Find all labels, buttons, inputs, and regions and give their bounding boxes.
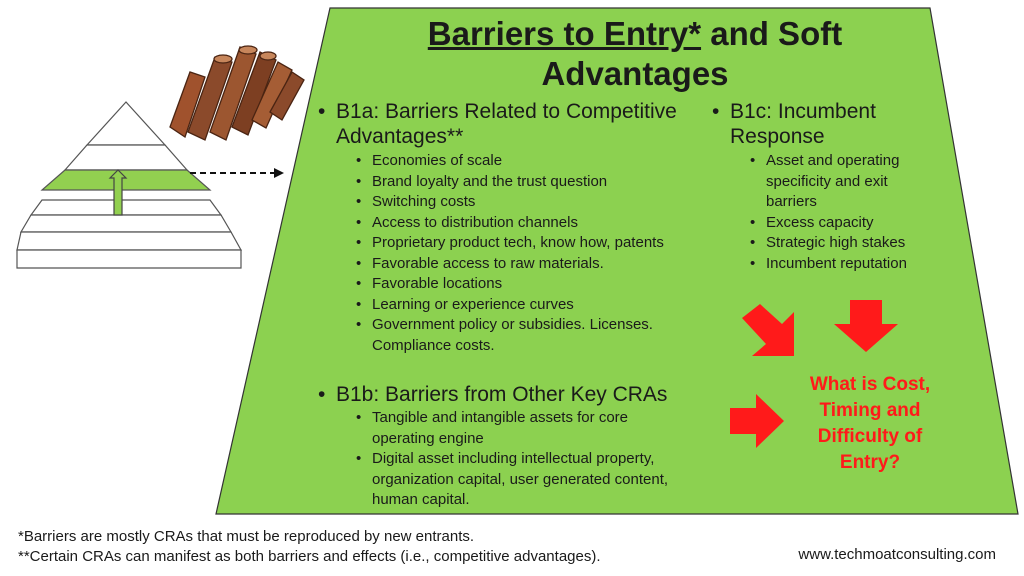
wood-logs-icon: [160, 32, 310, 152]
list-item: • Asset and operating specificity and exit barriers: [750, 151, 925, 213]
b1c-section: [712, 99, 932, 274]
page-title: Barriers to Entry* and Soft Advantages: [427, 15, 843, 92]
list-item: • Government policy or subsidies. Licenses. Compliance costs.: [356, 315, 707, 356]
list-item: • Brand loyalty and the trust question: [356, 172, 706, 193]
list-item: • Incumbent reputation: [750, 254, 925, 275]
list-item: • Access to distribution channels: [356, 213, 706, 234]
b1b-section: [318, 382, 718, 511]
list-item: • Economies of scale: [356, 151, 706, 172]
list-item: • Tangible and intangible assets for core operating engine: [356, 408, 672, 449]
list-item: • Learning or experience curves: [356, 295, 706, 316]
list-item: • Proprietary product tech, know how, patents: [356, 233, 706, 254]
list-item: • Strategic high stakes: [750, 233, 925, 254]
b1a-section: [318, 99, 718, 356]
list-item: • Switching costs: [356, 192, 706, 213]
red-arrow-icon: [832, 298, 902, 356]
list-item: • Favorable access to raw materials.: [356, 254, 706, 275]
b1c-list: [750, 151, 925, 274]
b1a-list: [356, 151, 706, 356]
callout-question: What is Cost, Timing and Difficulty of Entry?: [809, 374, 931, 473]
b1b-list: [356, 408, 686, 511]
red-arrow-icon: [728, 392, 788, 450]
website-link[interactable]: www.techmoatconsulting.com: [798, 546, 996, 563]
dashed-arrow-icon: [188, 165, 288, 181]
footnote-2: **Certain CRAs can manifest as both barriers and effects (i.e., competitive advantages).: [18, 548, 601, 565]
b1a-heading: • B1a: Barriers Related to Competitive Advantages**: [318, 100, 677, 148]
red-arrow-icon: [738, 300, 808, 362]
b1b-heading: • B1b: Barriers from Other Key CRAs: [318, 383, 668, 406]
b1c-heading: • B1c: Incumbent Response: [712, 100, 876, 148]
list-item: • Digital asset including intellectual property, organization capital, user generated content, human capital.: [356, 449, 686, 511]
list-item: • Excess capacity: [750, 213, 925, 234]
list-item: • Favorable locations: [356, 274, 706, 295]
footnote-1: *Barriers are mostly CRAs that must be reproduced by new entrants.: [18, 528, 475, 545]
